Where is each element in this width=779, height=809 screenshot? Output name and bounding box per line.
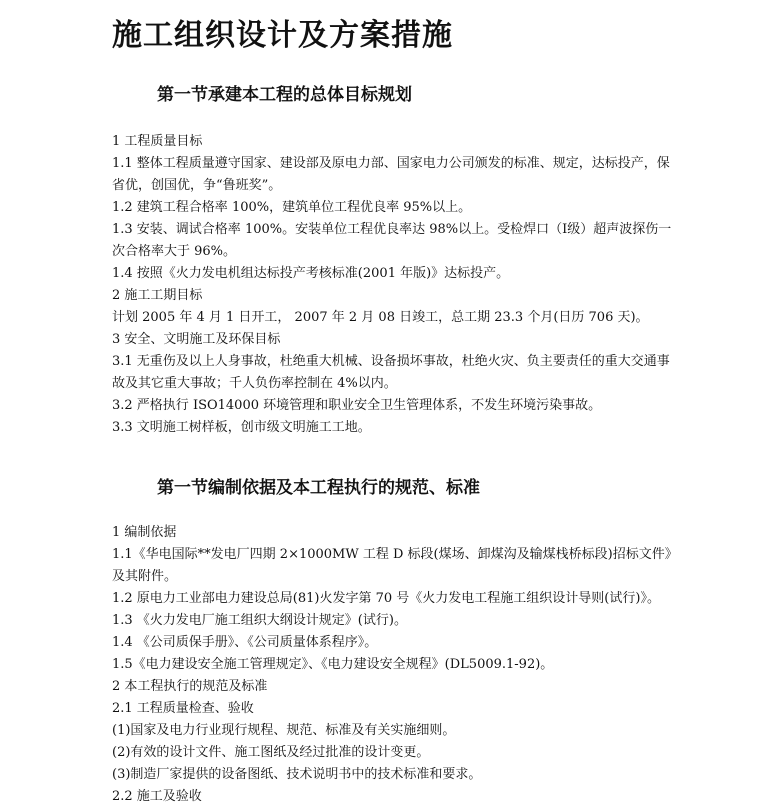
section-body (112, 131, 672, 439)
section-heading: 第一节承建本工程的总体目标规划 (157, 85, 412, 105)
paragraph: (2)有效的设计文件、施工图纸及经过批准的设计变更。 (112, 745, 430, 760)
paragraph: 1.1《华电国际**发电厂四期 2×1000MW 工程 D 标段(煤场、卸煤沟及输煤栈桥标段)招标文件》及其附件。 (112, 547, 672, 584)
paragraph: 3.2 严格执行 ISO14000 环境管理和职业安全卫生管理体系，不发生环境污染事故。 (112, 398, 602, 413)
paragraph: 1.2 原电力工业部电力建设总局(81)火发字第 70 号《火力发电工程施工组织设计导则(试行)》。 (112, 591, 660, 606)
paragraph: 3.3 文明施工树样板，创市级文明施工工地。 (112, 420, 371, 435)
paragraph: 2.1 工程质量检查、验收 (112, 701, 254, 716)
paragraph: 1.4 《公司质保手册》、《公司质量体系程序》。 (112, 635, 378, 650)
paragraph: 1.4 按照《火力发电机组达标投产考核标准(2001 年版)》达标投产。 (112, 266, 510, 281)
paragraph: 1.3 《火力发电厂施工组织大纲设计规定》(试行)。 (112, 613, 407, 628)
paragraph: (3)制造厂家提供的设备图纸、技术说明书中的技术标准和要求。 (112, 767, 482, 782)
paragraph: 3 安全、文明施工及环保目标 (112, 332, 281, 347)
paragraph: 1.2 建筑工程合格率 100%，建筑单位工程优良率 95%以上。 (112, 200, 472, 215)
paragraph: 1 编制依据 (112, 525, 177, 540)
paragraph: 3.1 无重伤及以上人身事故，杜绝重大机械、设备损坏事故，杜绝火灾、负主要责任的重大交通事故及其它重大事故；千人负伤率控制在 4%以内。 (112, 354, 670, 391)
section-body (112, 522, 672, 808)
section-heading: 第一节编制依据及本工程执行的规范、标准 (157, 478, 480, 498)
paragraph: (1)国家及电力行业现行规程、规范、标准及有关实施细则。 (112, 723, 456, 738)
paragraph: 1.1 整体工程质量遵守国家、建设部及原电力部、国家电力公司颁发的标准、规定，达标投产，保省优，创国优，争“鲁班奖”。 (112, 156, 670, 193)
paragraph: 1.3 安装、调试合格率 100%。安装单位工程优良率达 98%以上。受检焊口（Ⅰ级）超声波探伤一次合格率大于 96%。 (112, 222, 672, 259)
paragraph: 1.5《电力建设安全施工管理规定》、《电力建设安全规程》(DL5009.1-92)。 (112, 657, 554, 672)
paragraph: 计划 2005 年 4 月 1 日开工， 2007 年 2 月 08 日竣工，总工期 23.3 个月(日历 706 天)。 (112, 310, 649, 325)
paragraph: 1 工程质量目标 (112, 134, 203, 149)
paragraph: 2.2 施工及验收 (112, 789, 202, 804)
paragraph: 2 本工程执行的规范及标准 (112, 679, 268, 694)
document-title: 施工组织设计及方案措施 (112, 18, 453, 53)
paragraph: 2 施工工期目标 (112, 288, 203, 303)
